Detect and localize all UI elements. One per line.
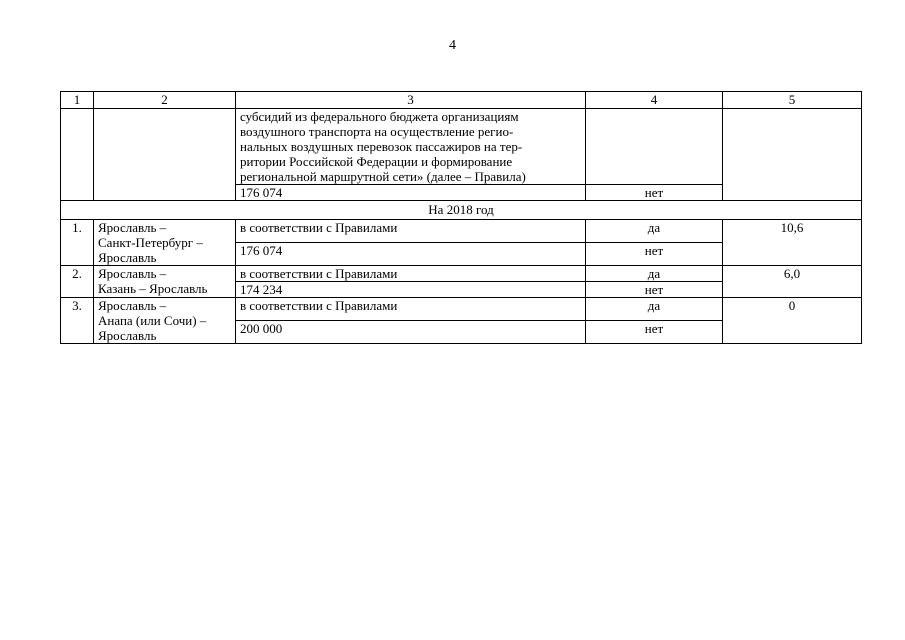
text-line: ритории Российской Федерации и формирование bbox=[240, 154, 513, 169]
column-header: 3 bbox=[236, 92, 586, 109]
amount-cell: 174 234 bbox=[236, 282, 586, 298]
table-row bbox=[61, 109, 862, 185]
column-header: 5 bbox=[723, 92, 862, 109]
routes-table bbox=[60, 91, 862, 344]
rule-flag-cell: да bbox=[586, 298, 723, 321]
rule-flag-cell: да bbox=[586, 266, 723, 282]
table-row bbox=[61, 266, 862, 282]
rule-cell: в соответствии с Правилами bbox=[236, 220, 586, 243]
amount-cell: 176 074 bbox=[236, 243, 586, 266]
amount-flag-cell: нет bbox=[586, 282, 723, 298]
flag-cell bbox=[586, 109, 723, 185]
text-line: воздушного транспорта на осуществление регио- bbox=[240, 124, 514, 139]
value-cell bbox=[723, 109, 862, 201]
row-number: 2. bbox=[61, 266, 94, 298]
table-row bbox=[61, 298, 862, 321]
route-line: Ярославль bbox=[98, 328, 157, 343]
page-number: 4 bbox=[449, 38, 456, 53]
amount-flag-cell: нет bbox=[586, 243, 723, 266]
route-line: Ярославль bbox=[98, 250, 157, 265]
route-cell bbox=[94, 266, 236, 298]
route-cell bbox=[94, 298, 236, 344]
section-row bbox=[61, 201, 862, 220]
column-header: 4 bbox=[586, 92, 723, 109]
route-line: Санкт-Петербург – bbox=[98, 235, 203, 250]
amount-cell: 200 000 bbox=[236, 321, 586, 344]
route-line: Ярославль – bbox=[98, 298, 167, 313]
column-header: 2 bbox=[94, 92, 236, 109]
rule-cell: в соответствии с Правилами bbox=[236, 266, 586, 282]
text-line: субсидий из федерального бюджета организациям bbox=[240, 109, 519, 124]
row-number: 3. bbox=[61, 298, 94, 344]
route-cell bbox=[94, 220, 236, 266]
row-number-cell bbox=[61, 109, 94, 201]
continuation-text-cell bbox=[236, 109, 586, 185]
value-cell: 6,0 bbox=[723, 266, 862, 298]
text-line: региональной маршрутной сети» (далее – Правила) bbox=[240, 169, 526, 184]
value-cell: 10,6 bbox=[723, 220, 862, 266]
route-line: Ярославль – bbox=[98, 220, 167, 235]
value-cell: 0 bbox=[723, 298, 862, 344]
flag-cell: нет bbox=[586, 185, 723, 201]
rule-cell: в соответствии с Правилами bbox=[236, 298, 586, 321]
text-line: нальных воздушных перевозок пассажиров на тер- bbox=[240, 139, 523, 154]
route-line: Анапа (или Сочи) – bbox=[98, 313, 207, 328]
route-cell bbox=[94, 109, 236, 201]
amount-cell: 176 074 bbox=[236, 185, 586, 201]
route-line: Ярославль – bbox=[98, 266, 167, 281]
row-number: 1. bbox=[61, 220, 94, 266]
rule-flag-cell: да bbox=[586, 220, 723, 243]
column-header: 1 bbox=[61, 92, 94, 109]
route-line: Казань – Ярославль bbox=[98, 281, 208, 296]
table-row bbox=[61, 220, 862, 243]
amount-flag-cell: нет bbox=[586, 321, 723, 344]
section-title: На 2018 год bbox=[61, 201, 862, 220]
table-header-row bbox=[61, 92, 862, 109]
